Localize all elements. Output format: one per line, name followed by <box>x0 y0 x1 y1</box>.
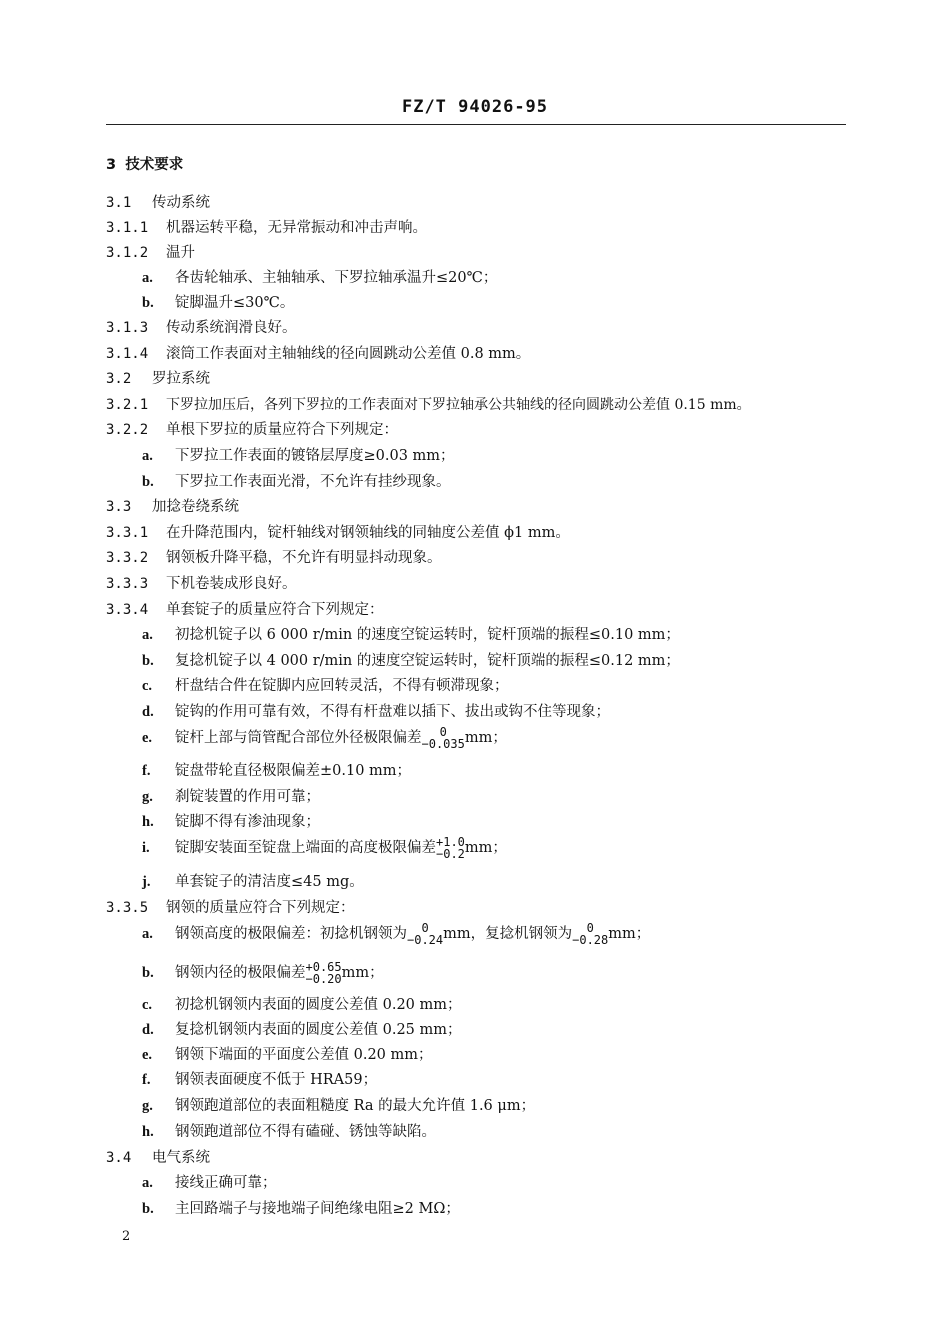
tolerance: +1.0 −0.2 <box>436 835 465 861</box>
list-item: d. 锭钩的作用可靠有效，不得有杆盘难以插下、拔出或钩不住等现象； <box>142 704 610 720</box>
list-item: c. 初捻机钢领内表面的圆度公差值 0.20 mm； <box>142 997 462 1013</box>
tolerance: 0 −0.24 <box>407 921 444 947</box>
list-item: d. 复捻机钢领内表面的圆度公差值 0.25 mm； <box>142 1022 462 1038</box>
list-item: f. 钢领表面硬度不低于 HRA59； <box>142 1072 378 1088</box>
tolerance: +0.65 −0.20 <box>305 960 342 986</box>
section-number: 3 <box>106 157 117 173</box>
clause-3-1-4: 3.1.4 滚筒工作表面对主轴轴线的径向圆跳动公差值 0.8 mm。 <box>106 346 531 362</box>
list-item: e. 钢领下端面的平面度公差值 0.20 mm； <box>142 1047 433 1063</box>
clause-3-3-5: 3.3.5 钢领的质量应符合下列规定： <box>106 900 355 916</box>
list-item: j. 单套锭子的清洁度≤45 mg。 <box>142 874 364 890</box>
list-item: a. 下罗拉工作表面的镀铬层厚度≥0.03 mm； <box>142 448 455 464</box>
clause-3-1-2: 3.1.2 温升 <box>106 245 195 261</box>
clause-3-4: 3.4 电气系统 <box>106 1150 210 1166</box>
list-item: e. 锭杆上部与筒管配合部位外径极限偏差 0 −0.035 mm； <box>142 725 507 751</box>
clause-3-3-2: 3.3.2 钢领板升降平稳，不允许有明显抖动现象。 <box>106 550 442 566</box>
list-item: a. 各齿轮轴承、主轴轴承、下罗拉轴承温升≤20℃； <box>142 270 498 286</box>
list-item: f. 锭盘带轮直径极限偏差±0.10 mm； <box>142 763 412 779</box>
list-item: b. 锭脚温升≤30℃。 <box>142 295 295 311</box>
list-item: b. 复捻机锭子以 4 000 r/min 的速度空锭运转时，锭杆顶端的振程≤0.12 mm； <box>142 653 680 669</box>
clause-3-2-2: 3.2.2 单根下罗拉的质量应符合下列规定： <box>106 422 398 438</box>
clause-3-2-1: 3.2.1 下罗拉加压后，各列下罗拉的工作表面对下罗拉轴承公共轴线的径向圆跳动公差值 0.15 mm。 <box>106 397 751 413</box>
list-item: a. 初捻机锭子以 6 000 r/min 的速度空锭运转时，锭杆顶端的振程≤0.10 mm； <box>142 627 680 643</box>
clause-3-1: 3.1 传动系统 <box>106 195 210 211</box>
list-item: h. 锭脚不得有渗油现象； <box>142 814 320 830</box>
clause-3-1-1: 3.1.1 机器运转平稳，无异常振动和冲击声响。 <box>106 220 427 236</box>
list-item: a. 钢领高度的极限偏差：初捻机钢领为 0 −0.24 mm，复捻机钢领为 0 −0.28 mm； <box>142 921 651 947</box>
list-item: b. 钢领内径的极限偏差 +0.65 −0.20 mm； <box>142 960 384 986</box>
clause-3-3-1: 3.3.1 在升降范围内，锭杆轴线对钢领轴线的同轴度公差值 ϕ1 mm。 <box>106 525 570 541</box>
clause-3-3-4: 3.3.4 单套锭子的质量应符合下列规定： <box>106 602 384 618</box>
clause-3-2: 3.2 罗拉系统 <box>106 371 210 387</box>
header-rule <box>106 124 846 125</box>
list-item: c. 杆盘结合件在锭脚内应回转灵活，不得有顿滞现象； <box>142 678 509 694</box>
list-item: g. 刹锭装置的作用可靠； <box>142 789 320 805</box>
list-item: a. 接线正确可靠； <box>142 1175 277 1191</box>
clause-3-3: 3.3 加捻卷绕系统 <box>106 499 239 515</box>
clause-3-1-3: 3.1.3 传动系统润滑良好。 <box>106 320 297 336</box>
list-item: b. 主回路端子与接地端子间绝缘电阻≥2 MΩ； <box>142 1201 460 1217</box>
list-item: g. 钢领跑道部位的表面粗糙度 Ra 的最大允许值 1.6 μm； <box>142 1098 536 1114</box>
section-3-heading <box>106 155 183 175</box>
clause-3-3-3: 3.3.3 下机卷装成形良好。 <box>106 576 297 592</box>
list-item: i. 锭脚安装面至锭盘上端面的高度极限偏差 +1.0 −0.2 mm； <box>142 835 507 861</box>
standard-header: FZ/T 94026-95 <box>401 97 549 117</box>
tolerance: 0 −0.035 <box>421 725 465 751</box>
page-number: 2 <box>122 1229 131 1244</box>
list-item: h. 钢领跑道部位不得有磕碰、锈蚀等缺陷。 <box>142 1124 436 1140</box>
section-title: 技术要求 <box>125 157 184 173</box>
tolerance: 0 −0.28 <box>572 921 609 947</box>
list-item: b. 下罗拉工作表面光滑，不允许有挂纱现象。 <box>142 474 451 490</box>
